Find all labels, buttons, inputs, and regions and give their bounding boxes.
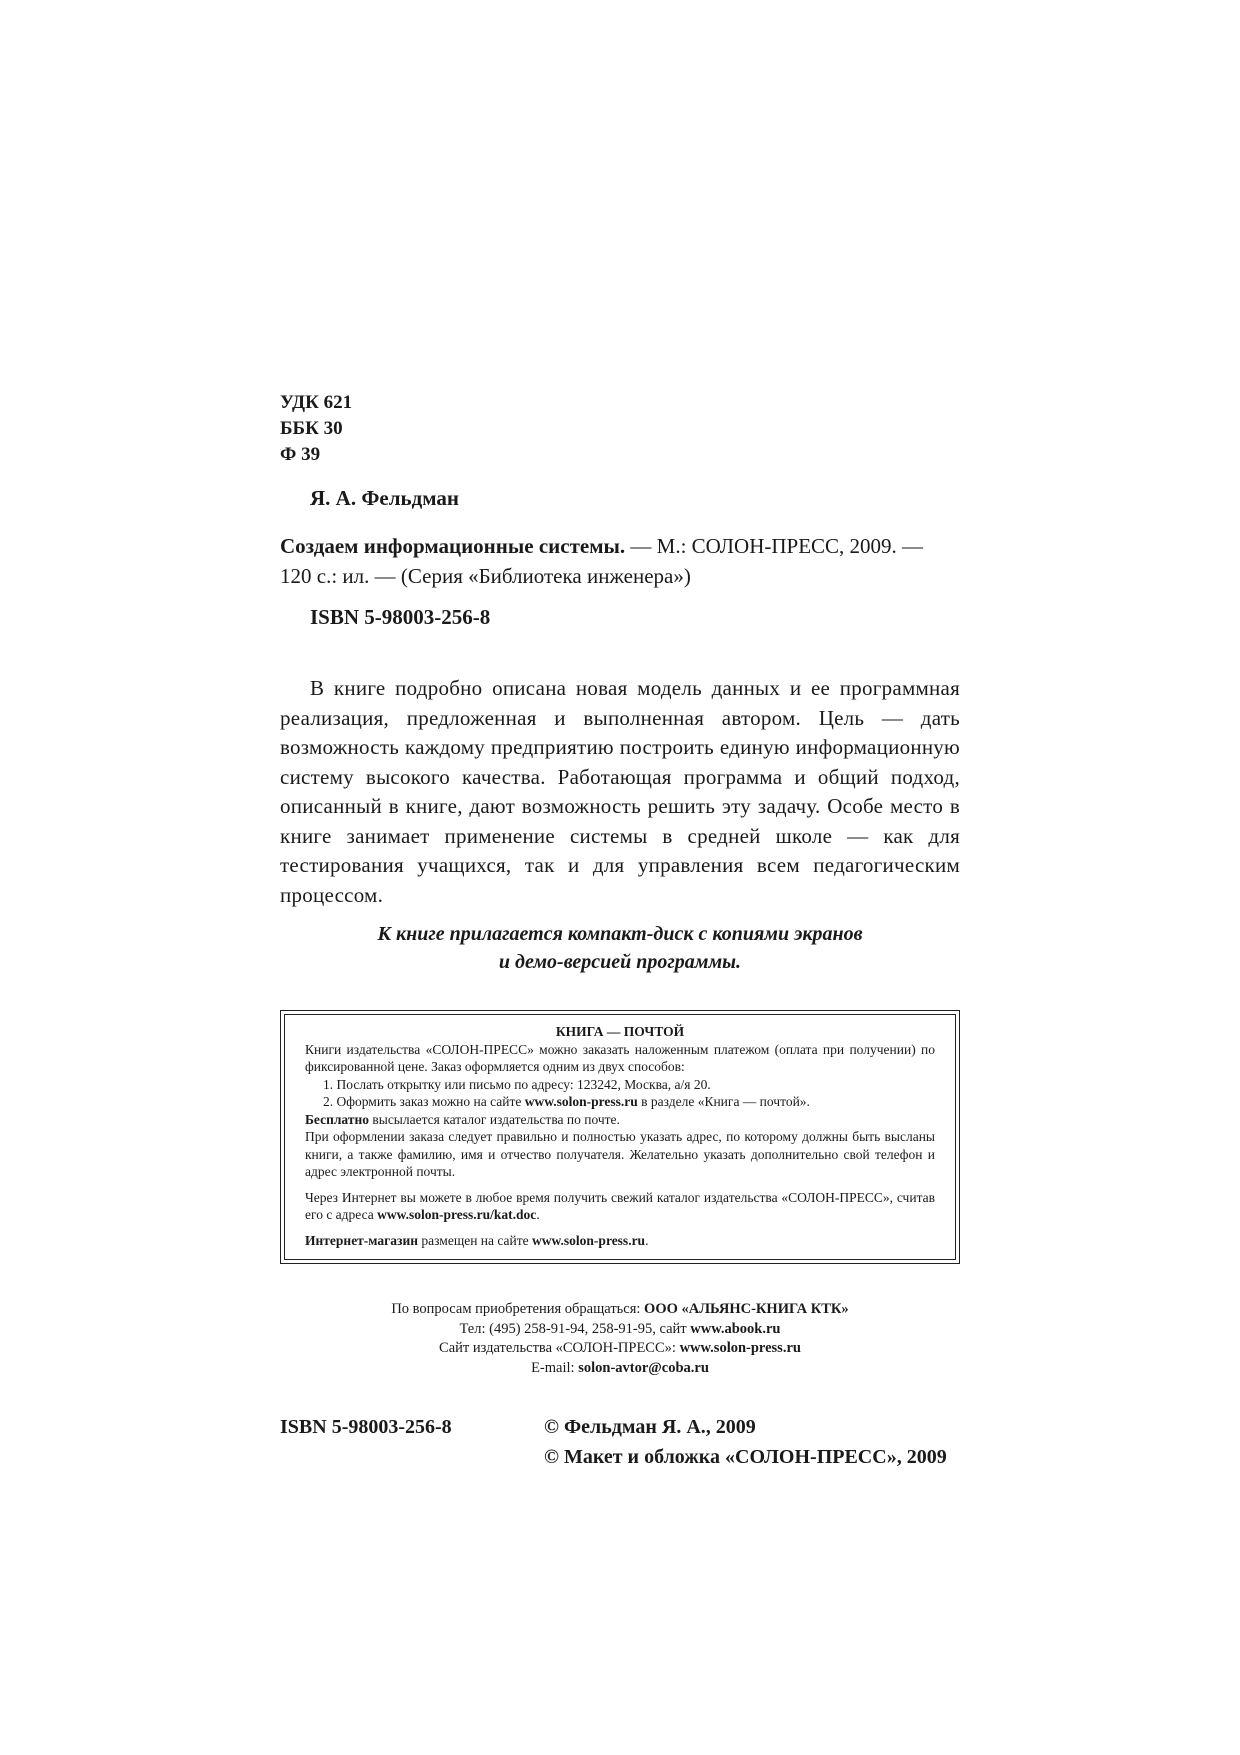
footer-isbn: ISBN 5-98003-256-8 [280,1416,452,1438]
udk-code: УДК 621 [280,392,353,413]
mail-order-item-2: 2. Оформить заказ можно на сайте www.solon-press.ru в разделе «Книга — почтой». [323,1094,810,1109]
imprint-page [280,390,960,1472]
contacts-block [280,1300,960,1378]
catalog-url: www.solon-press.ru/kat.doc [377,1207,537,1222]
free-catalog-note: Бесплатно высылается каталог издательства по почте. [305,1111,620,1127]
mail-order-item-1: 1. Послать открытку или письмо по адресу: 123242, Москва, а/я 20. [323,1076,711,1092]
abstract-paragraph: В книге подробно описана новая модель данных и ее программная реализация, предложенная и выполненная автором. Цель — дать возможность каждому предприятию построить единую информационную систему высокого качества. Работающая программа и общий подход, описанный в книге, дают возможность решить эту задачу. Особе место в книге занимает применение системы в средней школе — как для тестирования учащихся, так и для управления всем педагогическим процессом. [280,676,960,907]
contacts-line-2: Тел: (495) 258-91-94, 258-91-95, сайт www.abook.ru [459,1320,781,1337]
contacts-line-4: E-mail: solon-avtor@coba.ru [531,1359,709,1376]
classification-codes [280,390,960,468]
catalog-note: Через Интернет вы можете в любое время получить свежий каталог издательства «СОЛОН-ПРЕСС», считав его с адреса www.solon-press.ru/kat.doc. [305,1189,935,1222]
author-mark: Ф 39 [280,444,321,465]
copyright-block [544,1412,947,1472]
footer [280,1412,960,1472]
contacts-line-3: Сайт издательства «СОЛОН-ПРЕСС»: www.solon-press.ru [439,1340,801,1356]
mail-order-title: КНИГА — ПОЧТОЙ [555,1024,685,1039]
author-name: Я. А. Фельдман [310,486,459,510]
copyright-publisher: © Макет и обложка «СОЛОН-ПРЕСС», 2009 [544,1446,947,1468]
address-note: При оформлении заказа следует правильно и полностью указать адрес, по которому должны быть высланы книги, а также фамилию, имя и отчество получателя. Желательно указать дополнительно свой телефон и адрес электронной почты. [305,1129,935,1179]
cd-note-line-2: и демо-версией программы. [498,951,742,973]
mail-order-intro: Книги издательства «СОЛОН-ПРЕСС» можно заказать наложенным платежом (оплата при получении) по фиксированной цене. Заказ оформляется одним из двух способов: [305,1041,935,1074]
solon-site-link: www.solon-press.ru [524,1094,638,1109]
biblio-line-2: 120 с.: ил. — (Серия «Библиотека инженера») [280,564,691,588]
book-title: Создаем информационные системы. [280,534,626,558]
mail-order-box [280,1010,960,1264]
isbn: ISBN 5-98003-256-8 [310,605,491,629]
contacts-line-1: По вопросам приобретения обращаться: ООО «АЛЬЯНС-КНИГА КТК» [391,1301,849,1317]
biblio-line-1 [280,531,960,561]
bbk-code: ББК 30 [280,418,343,439]
copyright-author: © Фельдман Я. А., 2009 [544,1416,756,1438]
bibliographic-record [280,531,960,591]
shop-url: www.solon-press.ru [532,1232,646,1248]
publisher-info: — М.: СОЛОН-ПРЕСС, 2009. — [625,534,924,558]
cd-note [280,920,960,976]
online-shop-note: Интернет-магазин размещен на сайте www.solon-press.ru. [305,1232,649,1248]
cd-note-line-1: К книге прилагается компакт-диск с копиями экранов [377,923,863,945]
